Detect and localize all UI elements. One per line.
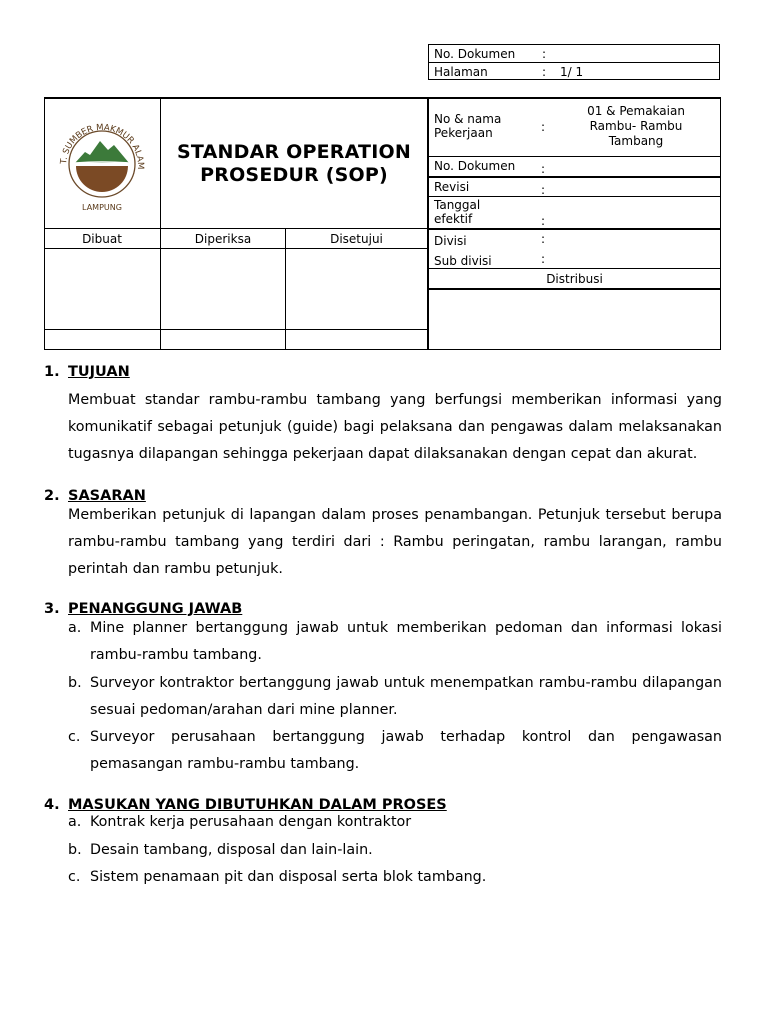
divider [44, 248, 428, 249]
divider [160, 98, 161, 350]
signature-made-label: Dibuat [82, 232, 122, 246]
sub-division-colon: : [541, 252, 546, 266]
doc-number-label: No. Dokumen [434, 46, 516, 61]
job-colon: : [541, 120, 546, 134]
company-logo [52, 106, 152, 216]
list-item-text: Sistem penamaan pit dan disposal serta blok tambang. [90, 868, 487, 885]
divider [44, 228, 428, 229]
logo-arc-path-text: T. SUMBER MAKMUR ALAM [59, 122, 146, 170]
list-marker: a. [68, 620, 82, 637]
divider [285, 228, 286, 350]
list-item [68, 864, 722, 891]
distribution-label: Distribusi [546, 272, 603, 286]
list-item [68, 615, 722, 669]
page-row [429, 62, 719, 80]
sop-body [44, 362, 722, 891]
list-item-text: Mine planner bertanggung jawab untuk memberikan pedoman dan informasi lokasi rambu-rambu tambang. [90, 620, 722, 664]
section-title: MASUKAN YANG DIBUTUHKAN DALAM PROSES [68, 797, 447, 814]
doc-number-row [429, 45, 719, 62]
division-label: Divisi [434, 234, 467, 248]
signature-approved-label: Disetujui [330, 232, 383, 246]
revision-colon: : [541, 183, 546, 197]
section-title: SASARAN [68, 487, 146, 504]
divider [428, 176, 721, 178]
effective-date-label: Tanggal efektif [434, 198, 481, 226]
list-item-text: Surveyor perusahaan bertanggung jawab terhadap kontrol dan pengawasan pemasangan rambu-rambu tambang. [90, 729, 722, 773]
list-marker: c. [68, 729, 81, 746]
page-title-line-1: STANDAR OPERATION [177, 141, 411, 163]
page-title [161, 141, 427, 187]
divider [428, 196, 721, 197]
section-title: TUJUAN [68, 364, 130, 380]
section-paragraph: Memberikan petunjuk di lapangan dalam proses penambangan. Petunjuk tersebut berupa rambu-rambu tambang yang terdiri dari : Rambu peringatan, rambu larangan, rambu perintah dan rambu petunjuk. [68, 506, 722, 578]
list-item [68, 809, 722, 836]
page-colon: : [542, 64, 547, 79]
division-colon: : [541, 232, 546, 246]
section-number: 3. [44, 601, 60, 618]
list-item-text: Kontrak kerja perusahaan dengan kontraktor [90, 814, 412, 831]
page-title-line-2: PROSEDUR (SOP) [200, 164, 388, 186]
list-marker: c. [68, 868, 81, 885]
section-paragraph: Membuat standar rambu-rambu tambang yang berfungsi memberikan informasi yang komunikatif sebagai petunjuk (guide) bagi pelaksana dan pengawas dalam melaksanakan tugasnya dilapangan sehingga pekerjaan dapat dilaksanakan dengan cepat dan akurat. [68, 392, 722, 463]
job-label: No & nama Pekerjaan [434, 112, 502, 140]
logo-soil [76, 166, 128, 192]
section-objective [44, 362, 722, 469]
responsibility-list [68, 615, 722, 778]
section-number: 1. [44, 364, 60, 380]
list-marker: b. [68, 841, 82, 858]
section-title: PENANGGUNG JAWAB [68, 601, 243, 618]
list-marker: a. [68, 814, 82, 831]
job-value: 01 & Pemakaian Rambu- Rambu Tambang [587, 104, 685, 148]
section-target [44, 486, 722, 584]
list-item [68, 724, 722, 778]
effective-date-colon: : [541, 214, 546, 228]
meta-doc-number-colon: : [541, 162, 546, 176]
page-value: 1/ 1 [560, 64, 584, 79]
divider [428, 228, 721, 230]
sub-division-label: Sub divisi [434, 254, 492, 268]
list-item [68, 670, 722, 724]
document-info-table [428, 44, 720, 80]
section-heading [44, 362, 722, 382]
required-inputs-list [68, 809, 722, 891]
revision-label: Revisi [434, 180, 470, 194]
list-item-text: Desain tambang, disposal dan lain-lain. [90, 841, 373, 858]
divider [428, 288, 720, 290]
section-number: 2. [44, 487, 60, 504]
divider [428, 156, 721, 157]
section-required-inputs [44, 795, 722, 891]
doc-number-colon: : [542, 46, 547, 61]
divider [427, 98, 429, 350]
list-marker: b. [68, 674, 82, 691]
section-responsibility [44, 599, 722, 778]
company-logo-graphic [52, 106, 152, 216]
signature-checked-label: Diperiksa [194, 232, 252, 246]
divider [428, 268, 721, 269]
list-item [68, 837, 722, 864]
page-label: Halaman [434, 64, 488, 79]
list-item-text: Surveyor kontraktor bertanggung jawab untuk menempatkan rambu-rambu dilapangan sesuai pedoman/arahan dari mine planner. [90, 674, 722, 718]
section-number: 4. [44, 797, 60, 814]
meta-doc-number-label: No. Dokumen [434, 159, 516, 173]
divider [44, 329, 428, 330]
logo-bottom-text: LAMPUNG [82, 203, 122, 212]
